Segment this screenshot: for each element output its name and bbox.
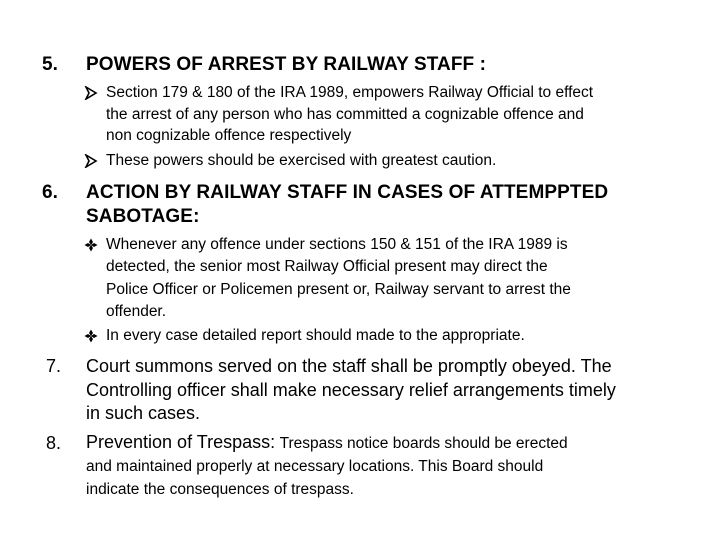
section-6-bullet-2-line-1: In every case detailed report should made to the appropriate. [106, 327, 525, 344]
section-8-lead: Prevention of Trespass: [86, 432, 276, 452]
section-5-bullet-2-line-1: These powers should be exercised with greatest caution. [106, 152, 497, 169]
section-8-line-3: indicate the consequences of trespass. [86, 481, 354, 498]
section-6-bullet-1-line-1: Whenever any offence under sections 150 & 151 of the IRA 1989 is [106, 236, 568, 253]
section-7-line-1: Court summons served on the staff shall be promptly obeyed. The [86, 356, 612, 376]
section-5-number: 5. [42, 54, 59, 75]
section-6-heading-line-2: SABOTAGE: [86, 206, 200, 227]
section-6-bullet-1-line-4: offender. [106, 303, 167, 320]
diamond-bullet-icon [84, 329, 98, 343]
section-6-bullet-1-line-2: detected, the senior most Railway Official present may direct the [106, 258, 548, 275]
arrow-bullet-icon [84, 86, 98, 100]
section-6-heading-line-1: ACTION BY RAILWAY STAFF IN CASES OF ATTEMPPTED [86, 182, 609, 203]
diamond-bullet-icon [84, 238, 98, 252]
section-6-number: 6. [42, 182, 59, 203]
section-7-line-2: Controlling officer shall make necessary relief arrangements timely [86, 380, 616, 400]
section-7-number: 7. [46, 356, 62, 376]
section-7-line-3: in such cases. [86, 403, 201, 423]
section-8-line-2: and maintained properly at necessary locations. This Board should [86, 458, 544, 475]
section-5-bullet-1-line-1: Section 179 & 180 of the IRA 1989, empowers Railway Official to effect [106, 84, 594, 101]
arrow-bullet-icon [84, 154, 98, 168]
section-8-number: 8. [46, 433, 62, 453]
section-8-first-line [86, 432, 568, 453]
section-5-bullet-1-line-3: non cognizable offence respectively [106, 127, 352, 144]
section-5-bullet-1-line-2: the arrest of any person who has committed a cognizable offence and [106, 106, 584, 123]
section-5-heading: POWERS OF ARREST BY RAILWAY STAFF : [86, 54, 487, 75]
section-6-bullet-1-line-3: Police Officer or Policemen present or, Railway servant to arrest the [106, 281, 571, 298]
section-8-line-1: Trespass notice boards should be erected [279, 435, 568, 452]
